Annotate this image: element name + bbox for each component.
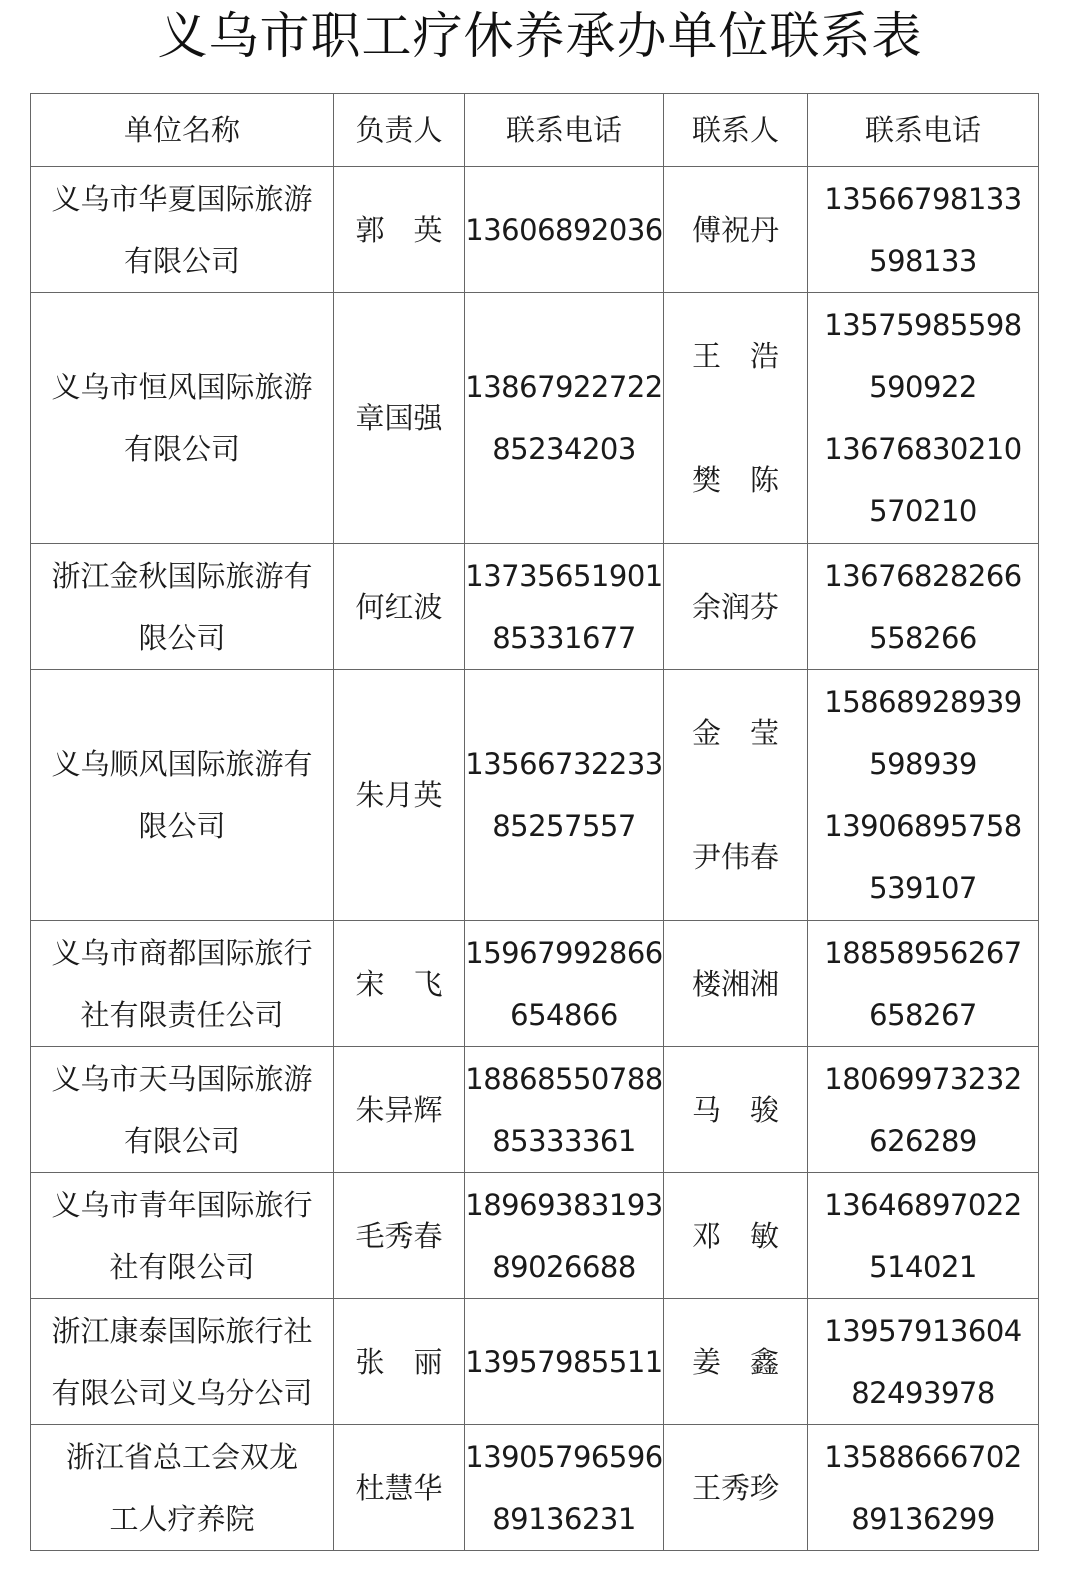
leader-cell: 杜慧华	[334, 1425, 465, 1551]
contact-phone-cell: 13676828266 558266	[808, 544, 1039, 670]
table-row	[31, 293, 1039, 544]
contact-phone-cell: 13646897022 514021	[808, 1173, 1039, 1299]
leader-cell: 何红波	[334, 544, 465, 670]
phone-cell: 13867922722 85234203	[465, 293, 664, 544]
unit-name-cell: 浙江金秋国际旅游有 限公司	[31, 544, 334, 670]
leader-cell: 张 丽	[334, 1299, 465, 1425]
contact-cell: 金 莹 尹伟春	[664, 670, 808, 921]
unit-name-cell: 浙江康泰国际旅行社 有限公司义乌分公司	[31, 1299, 334, 1425]
phone-cell: 13566732233 85257557	[465, 670, 664, 921]
page-title: 义乌市职工疗休养承办单位联系表	[157, 7, 923, 65]
phone-cell: 13735651901 85331677	[465, 544, 664, 670]
table-row	[31, 544, 1039, 670]
contact-phone-cell: 18069973232 626289	[808, 1047, 1039, 1173]
contact-cell: 王秀珍	[664, 1425, 808, 1551]
phone-cell: 13905796596 89136231	[465, 1425, 664, 1551]
contact-cell: 余润芬	[664, 544, 808, 670]
header-person-in-charge: 负责人	[334, 94, 465, 167]
contact-phone-cell: 18858956267 658267	[808, 921, 1039, 1047]
phone-cell: 13606892036	[465, 167, 664, 293]
contact-phone-cell: 13575985598 590922 13676830210 570210	[808, 293, 1039, 544]
contact-cell: 王 浩 樊 陈	[664, 293, 808, 544]
contact-cell: 姜 鑫	[664, 1299, 808, 1425]
contact-phone-cell: 13588666702 89136299	[808, 1425, 1039, 1551]
unit-name-cell: 义乌市恒风国际旅游 有限公司	[31, 293, 334, 544]
unit-name-cell: 义乌市天马国际旅游 有限公司	[31, 1047, 334, 1173]
table-row	[31, 1299, 1039, 1425]
table-row	[31, 670, 1039, 921]
phone-cell: 15967992866 654866	[465, 921, 664, 1047]
contact-table	[30, 93, 1039, 1551]
table-row	[31, 167, 1039, 293]
unit-name-cell: 义乌市商都国际旅行 社有限责任公司	[31, 921, 334, 1047]
table-row	[31, 1173, 1039, 1299]
unit-name-cell: 义乌市青年国际旅行 社有限公司	[31, 1173, 334, 1299]
header-unit-name: 单位名称	[31, 94, 334, 167]
contact-phone-cell: 13957913604 82493978	[808, 1299, 1039, 1425]
phone-cell: 18969383193 89026688	[465, 1173, 664, 1299]
leader-cell: 宋 飞	[334, 921, 465, 1047]
leader-cell: 毛秀春	[334, 1173, 465, 1299]
header-contact-phone: 联系电话	[808, 94, 1039, 167]
contact-cell: 邓 敏	[664, 1173, 808, 1299]
phone-cell: 13957985511	[465, 1299, 664, 1425]
table-header-row	[31, 94, 1039, 167]
leader-cell: 郭 英	[334, 167, 465, 293]
leader-cell: 朱异辉	[334, 1047, 465, 1173]
leader-cell: 朱月英	[334, 670, 465, 921]
table-row	[31, 1047, 1039, 1173]
contact-cell: 马 骏	[664, 1047, 808, 1173]
contact-cell: 楼湘湘	[664, 921, 808, 1047]
header-contact-person: 联系人	[664, 94, 808, 167]
unit-name-cell: 义乌顺风国际旅游有 限公司	[31, 670, 334, 921]
contact-phone-cell: 13566798133 598133	[808, 167, 1039, 293]
contact-cell: 傅祝丹	[664, 167, 808, 293]
contact-phone-cell: 15868928939 598939 13906895758 539107	[808, 670, 1039, 921]
leader-cell: 章国强	[334, 293, 465, 544]
table-row	[31, 921, 1039, 1047]
phone-cell: 18868550788 85333361	[465, 1047, 664, 1173]
unit-name-cell: 义乌市华夏国际旅游 有限公司	[31, 167, 334, 293]
header-phone: 联系电话	[465, 94, 664, 167]
table-row	[31, 1425, 1039, 1551]
unit-name-cell: 浙江省总工会双龙 工人疗养院	[31, 1425, 334, 1551]
